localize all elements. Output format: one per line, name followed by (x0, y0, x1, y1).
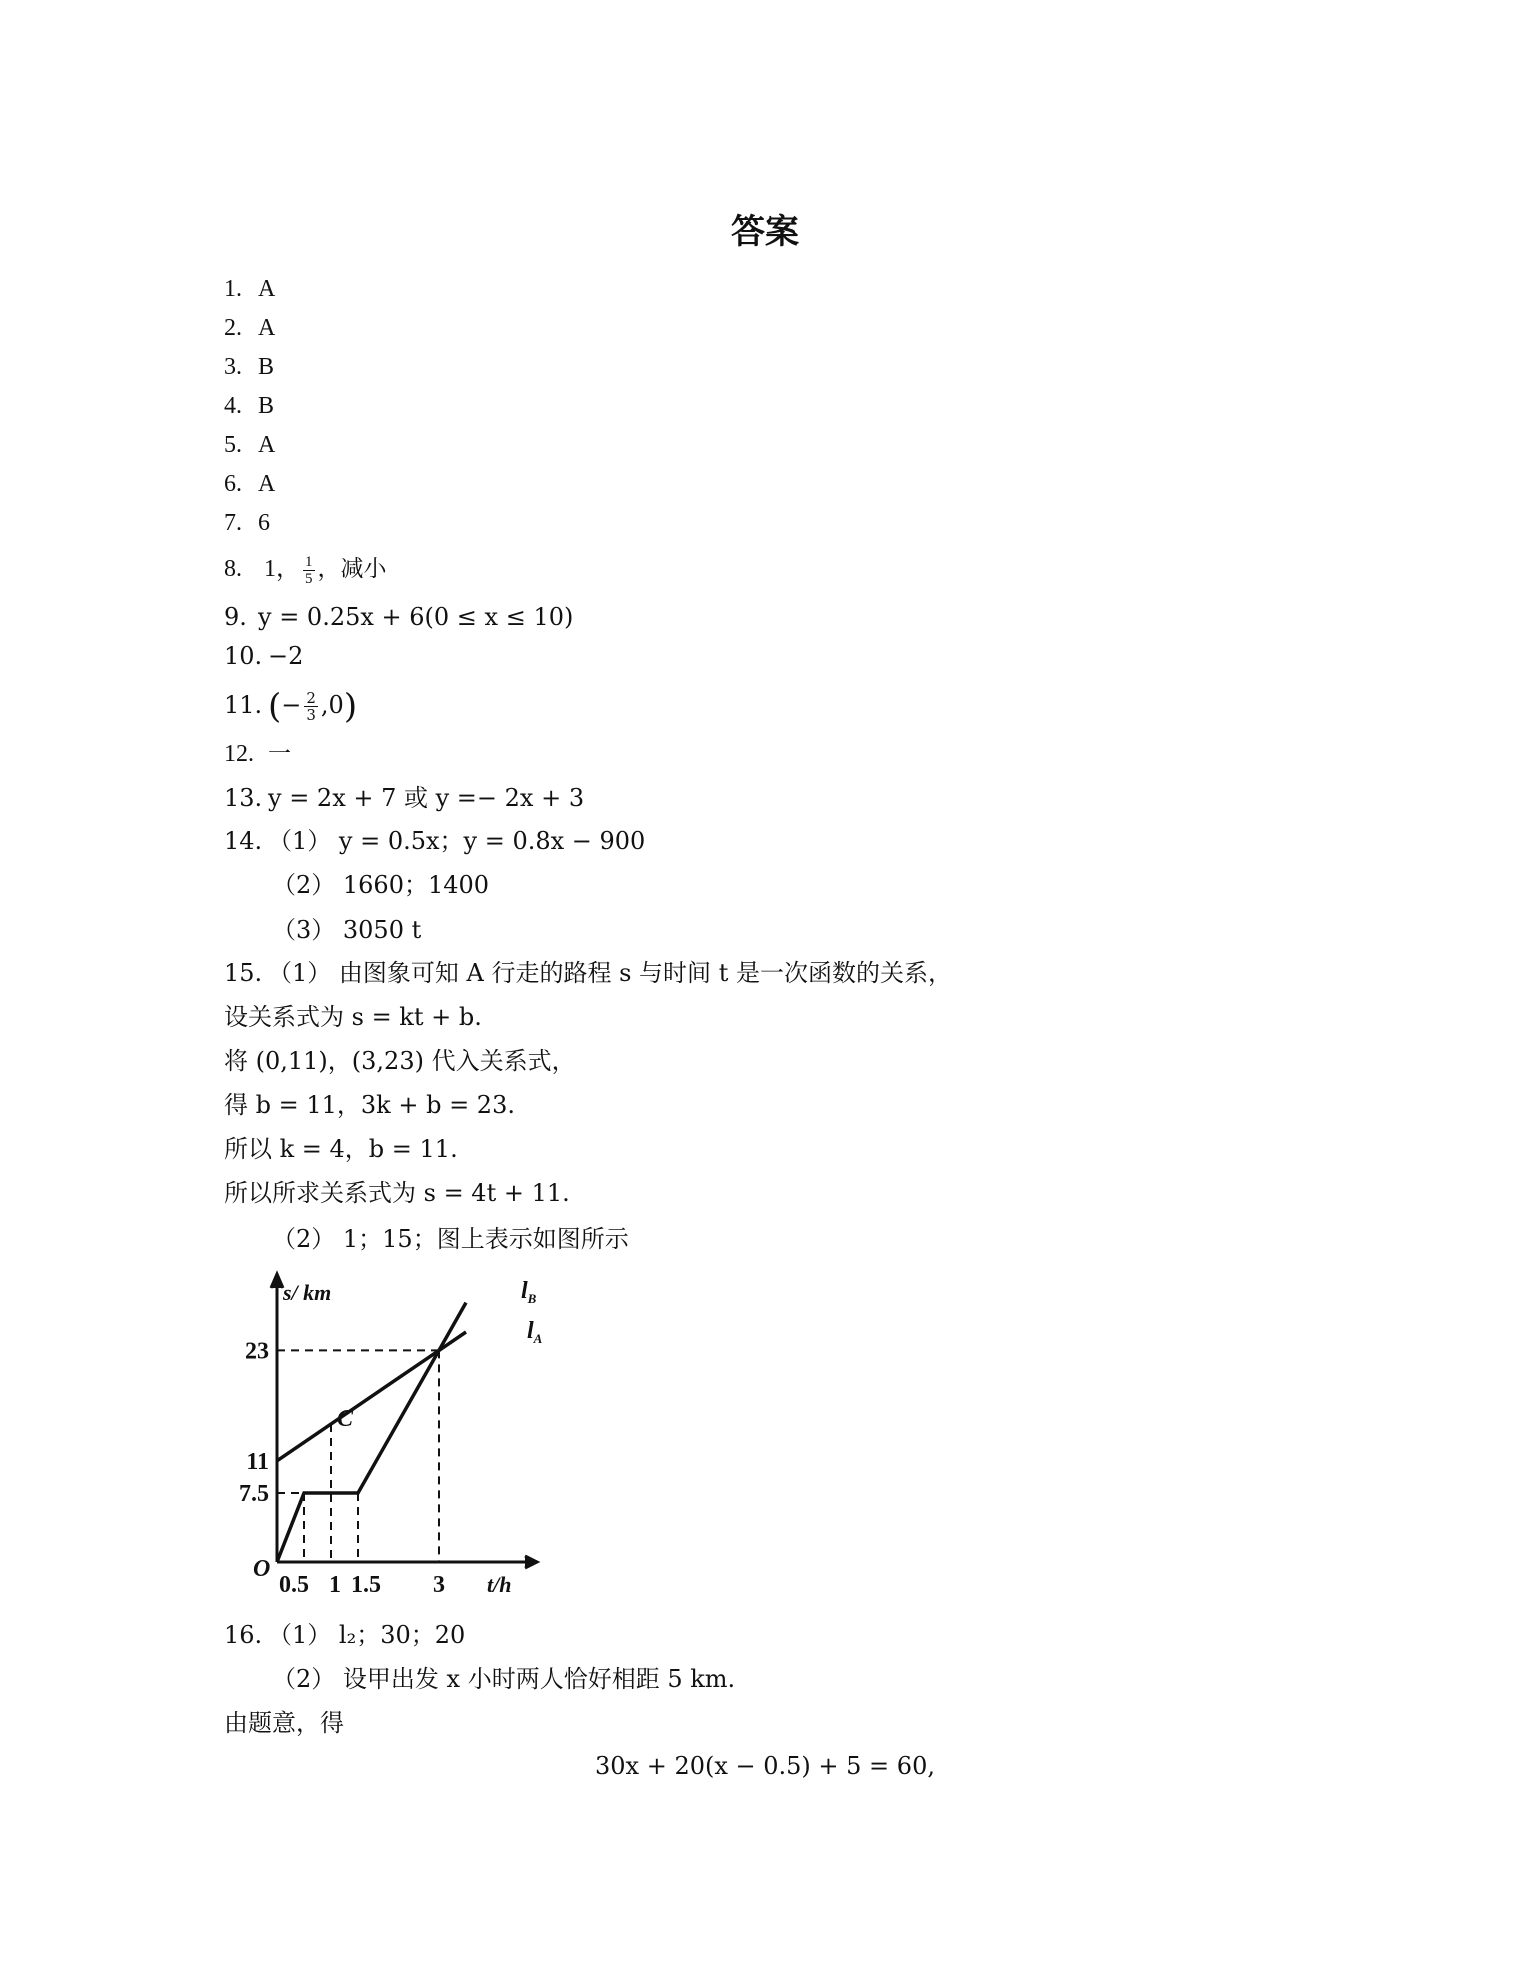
answer-15-line3: 将 (0,11)，(3,23) 代入关系式， (224, 1047, 576, 1075)
answer-14-part2: （2） 1660；1400 (272, 871, 490, 899)
answer-13: 13. y = 2x + 7 或 y =− 2x + 3 (224, 784, 585, 812)
answer-15-part2: （2） 1；15；图上表示如图所示 (272, 1225, 629, 1253)
y-tick-label: 7.5 (239, 1481, 269, 1507)
answer-16-part2: （2） 设甲出发 x 小时两人恰好相距 5 km. (272, 1665, 736, 1693)
y-tick-label: 23 (245, 1338, 269, 1365)
y-axis-label: s/ km (283, 1280, 332, 1305)
answer-15-line6: 所以所求关系式为 s = 4t + 11. (224, 1179, 570, 1207)
answer-14-part1: 14. （1） y = 0.5x；y = 0.8x − 900 (224, 827, 646, 855)
answer-16-line3: 由题意，得 (224, 1709, 344, 1737)
equation: 30x + 20(x − 0.5) + 5 = 60, (595, 1752, 935, 1780)
answer-item: 3. B (224, 354, 275, 380)
answer-12: 12. 一 (224, 741, 291, 767)
y-axis-arrow (271, 1274, 283, 1288)
y-tick-label: 11 (246, 1448, 269, 1475)
origin-label: O (253, 1556, 271, 1582)
series-label-lb: $l_B$ (521, 1278, 537, 1306)
x-tick-label: 1.5 (351, 1572, 381, 1598)
answer-8: 8. 1， $\frac{1}{5}$ ，减小 (224, 554, 387, 587)
x-tick-label: 1 (329, 1572, 341, 1598)
page-title: 答案 (731, 212, 799, 252)
fraction: $\frac{1}{5}$ (305, 554, 313, 587)
distance-time-graph (225, 1270, 565, 1600)
series-label-la: $l_A$ (527, 1318, 543, 1346)
answer-item: 7. 6 (224, 510, 270, 536)
answer-16-part1: 16. （1） l₂；30；20 (224, 1621, 466, 1649)
x-axis-label: t/h (487, 1572, 512, 1597)
answer-15-line2: 设关系式为 s = kt + b. (224, 1003, 482, 1031)
point-c-label: C (337, 1406, 354, 1432)
answer-9: 9. y = 0.25x + 6(0 ≤ x ≤ 10) (224, 603, 574, 631)
answer-item: 2. A (224, 315, 276, 341)
answer-item: 5. A (224, 432, 276, 458)
answer-15-line5: 所以 k = 4，b = 11. (224, 1135, 458, 1163)
answer-item: 1. A (224, 276, 276, 302)
x-tick-label: 3 (433, 1572, 445, 1598)
series-line-lb (277, 1303, 466, 1562)
answer-item: 4. B (224, 393, 275, 419)
answer-10: 10. −2 (224, 642, 304, 670)
answer-15-line4: 得 b = 11，3k + b = 23. (224, 1091, 515, 1119)
answer-15-part1: 15. （1） 由图象可知 A 行走的路程 s 与时间 t 是一次函数的关系， (224, 959, 952, 987)
answer-item: 6. A (224, 471, 276, 497)
x-tick-label: 0.5 (279, 1572, 309, 1598)
answer-14-part3: （3） 3050 t (272, 916, 422, 944)
x-axis-arrow (525, 1556, 537, 1568)
answer-11: 11. (− $\frac{2}{3}$ ,0) (224, 686, 358, 727)
fraction: $\frac{2}{3}$ (306, 689, 316, 724)
